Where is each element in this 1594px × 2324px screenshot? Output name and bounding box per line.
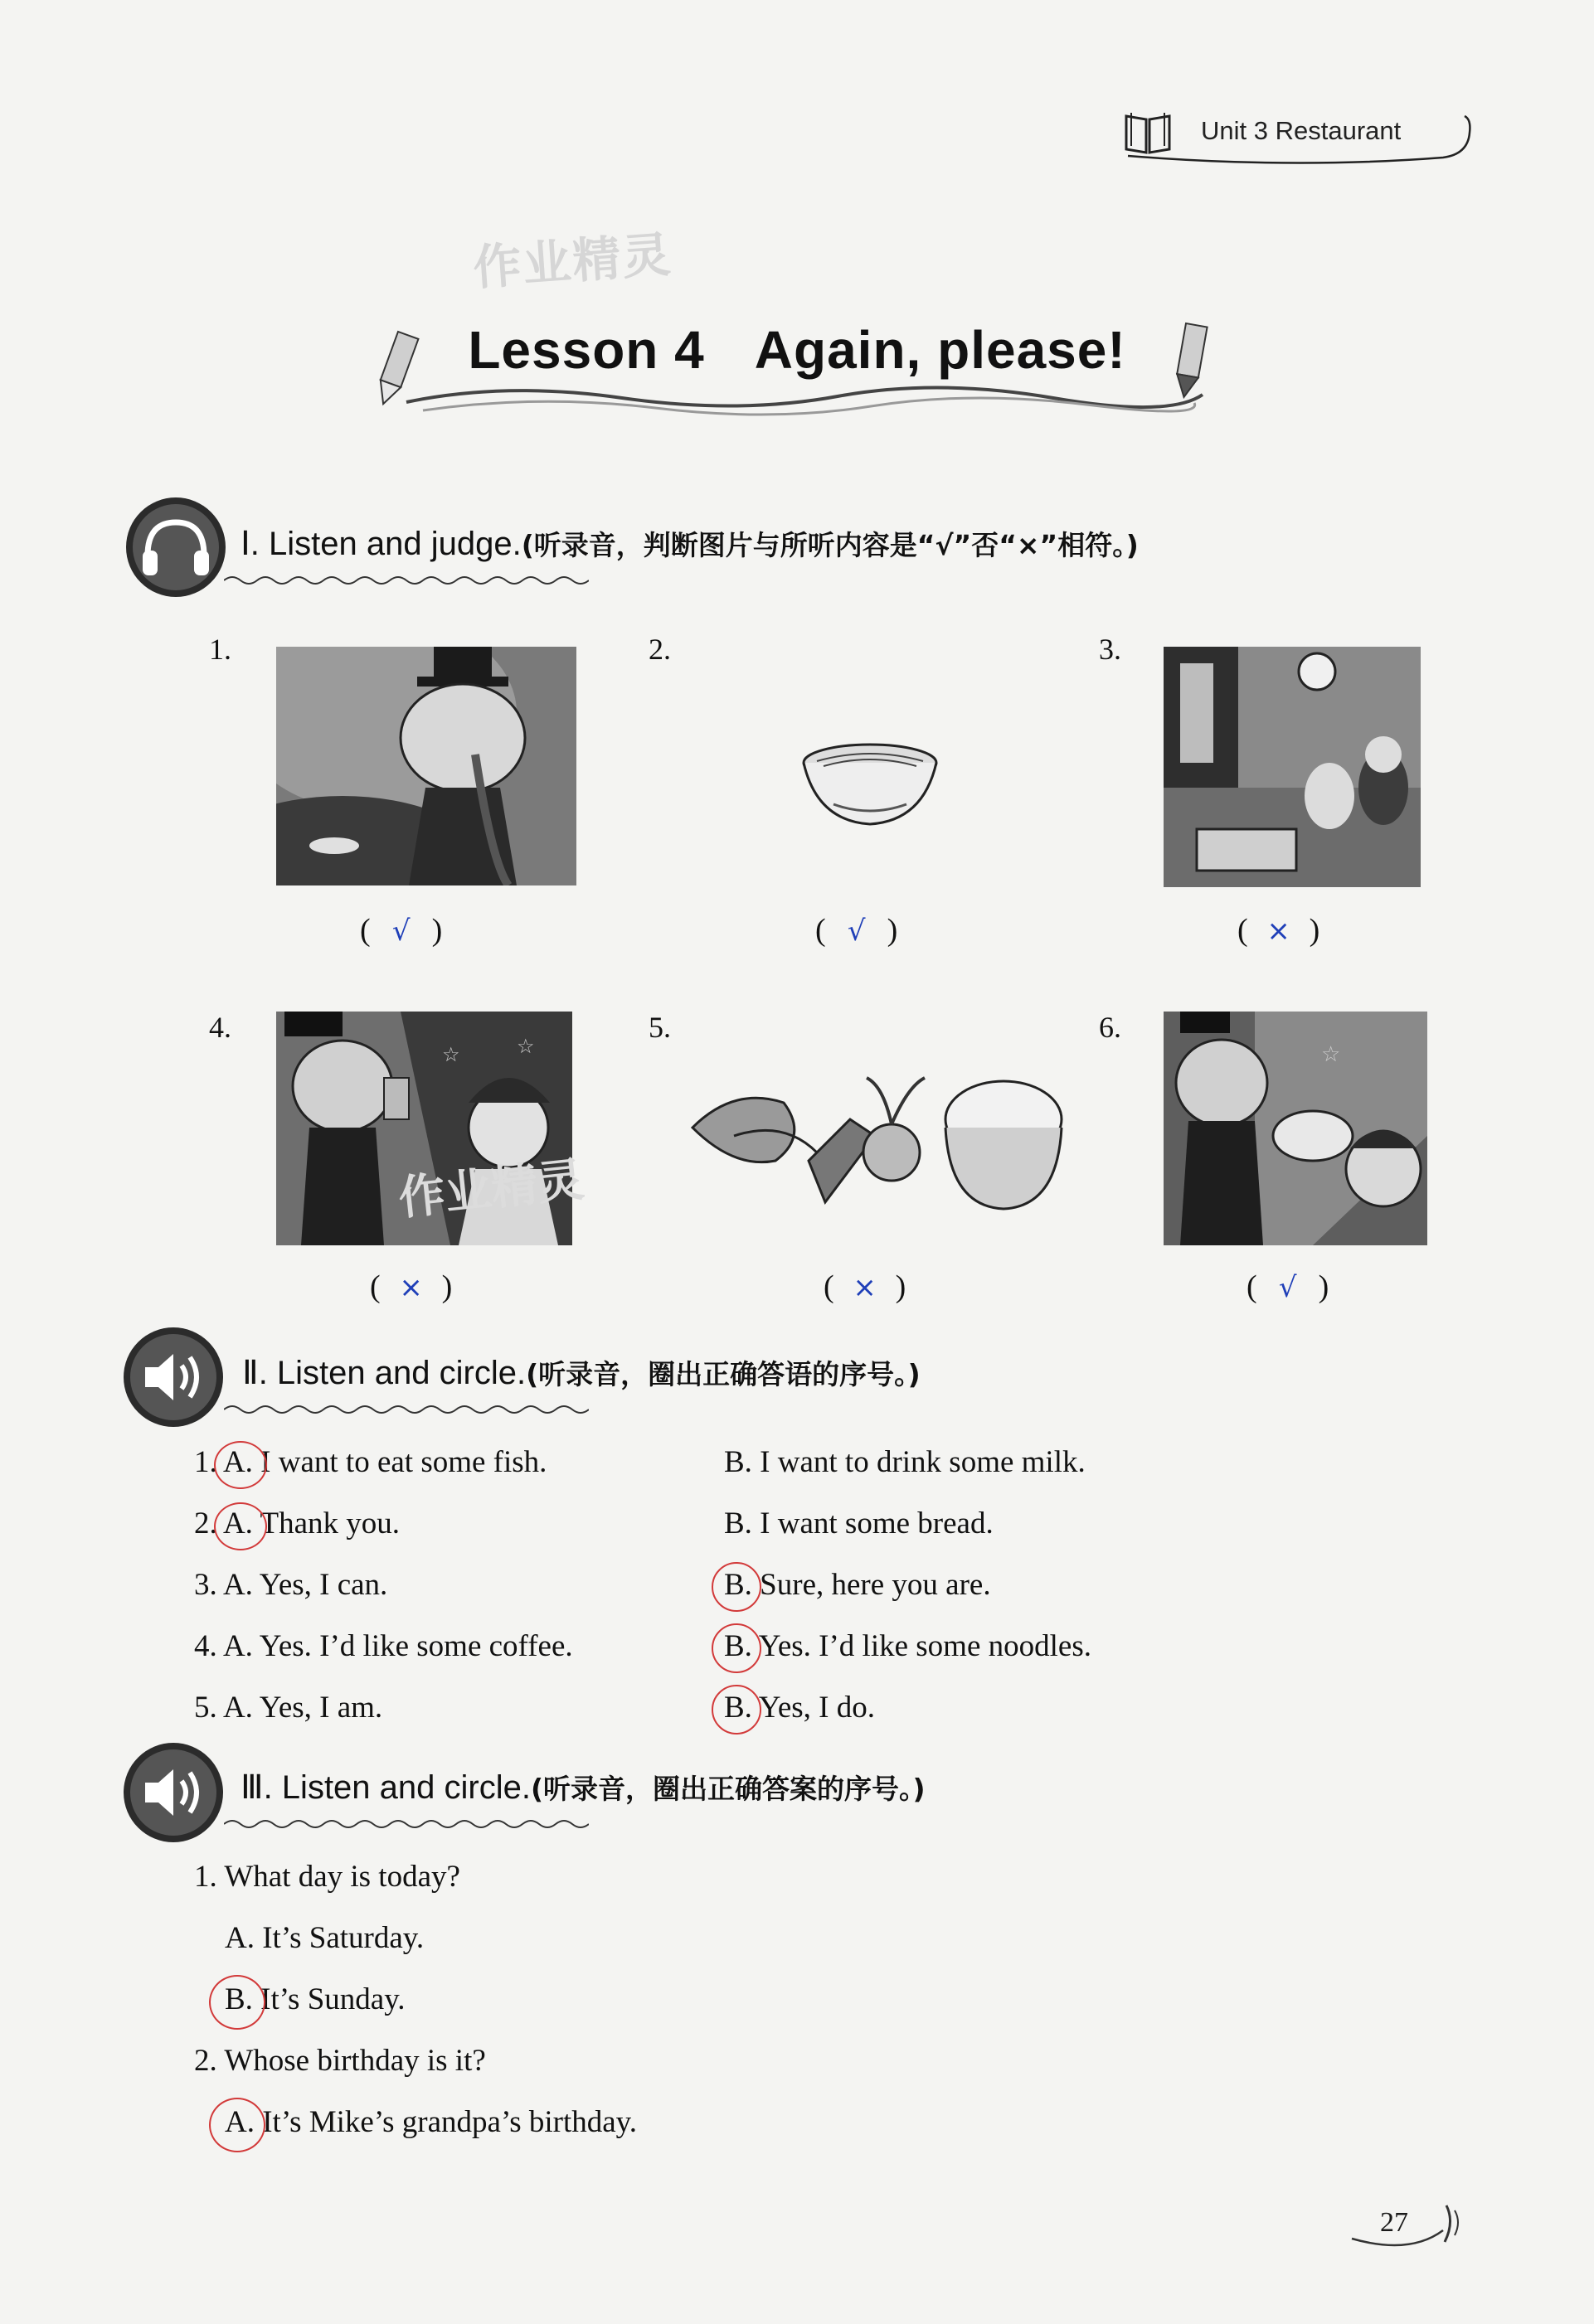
answer-4: ( × ) [370,1269,453,1304]
answer-6-mark: √ [1278,1271,1297,1304]
s2-row1-option-a: 1. A. I want to eat some fish. [194,1445,547,1479]
s3-question-2: 2. Whose birthday is it? [194,2044,486,2078]
s3-question-1: 1. What day is today? [194,1860,460,1894]
answer-3: ( × ) [1237,913,1320,948]
answer-4-mark: × [399,1271,423,1304]
answer-circle [712,1685,761,1735]
section1-title: Ⅰ. Listen and judge. [241,526,522,562]
answer-1-mark: √ [391,915,411,948]
section3-heading [241,1768,926,1807]
answer-circle [214,1441,267,1489]
watermark: 作业精灵 [396,1152,587,1226]
section3-instruction: (听录音，圈出正确答案的序号。) [530,1773,926,1805]
picture-2-noodles [800,738,940,829]
answer-circle [712,1562,761,1612]
answer-5-mark: × [853,1271,877,1304]
lesson-name: Again, please! [754,320,1126,380]
item-number: 1. [209,633,231,666]
page-number: 27 [1380,2207,1408,2238]
picture-3-family-living-room [1164,647,1421,887]
s3-q1-option-b: B. It’s Sunday. [225,1982,406,2016]
answer-circle [214,1502,267,1550]
picture-6-magician-boy [1164,1012,1427,1245]
section2-wavy-underline [224,1401,589,1418]
item-number: 6. [1099,1011,1121,1044]
answer-3-mark: × [1266,915,1290,948]
s2-row4-option-a: 4. A. Yes. I’d like some coffee. [194,1629,573,1663]
speaker-icon [120,1324,226,1430]
section3-title: Ⅲ. Listen and circle. [241,1769,531,1806]
s2-row3-option-b: B. Sure, here you are. [724,1568,991,1602]
s2-row2-option-b: B. I want some bread. [724,1506,994,1540]
watermark: 作业精灵 [471,226,674,297]
svg-text:☆: ☆ [517,1036,535,1058]
answer-1: ( √ ) [360,913,443,948]
s2-row5-option-a: 5. A. Yes, I am. [194,1691,383,1725]
headphones-icon [123,494,229,600]
picture-1-magician [276,647,576,885]
s3-q2-option-a: A. It’s Mike’s grandpa’s birthday. [225,2105,638,2139]
s3-q1-option-a: A. It’s Saturday. [225,1921,425,1955]
section1-instruction: (听录音，判断图片与所听内容是“√”否“×”相符。) [521,529,1139,561]
answer-2: ( √ ) [815,913,898,948]
section3-wavy-underline [224,1816,589,1832]
answer-5: ( × ) [824,1269,906,1304]
s2-row4-option-b: B. Yes. I’d like some noodles. [724,1629,1091,1663]
svg-text:☆: ☆ [442,1045,460,1066]
answer-6: ( √ ) [1247,1269,1329,1304]
answer-circle [209,1975,265,2030]
s2-row1-option-b: B. I want to drink some milk. [724,1445,1086,1479]
page-number-swoosh-icon [1344,2189,1468,2255]
speaker-icon [120,1739,226,1846]
section1-heading [241,524,1139,563]
item-number: 3. [1099,633,1121,666]
section2-title: Ⅱ. Listen and circle. [242,1355,527,1391]
picture-5-vegetables-rice [684,1053,1066,1219]
item-number: 5. [649,1011,671,1044]
section1-wavy-underline [224,572,589,589]
s2-row2-option-a: 2. A. Thank you. [194,1506,401,1540]
answer-circle [712,1623,761,1673]
answer-2-mark: √ [847,915,866,948]
unit-header [1111,108,1476,174]
section2-heading [242,1353,921,1392]
book-icon [1123,108,1173,156]
lesson-number: Lesson 4 [468,320,705,380]
item-number: 2. [649,633,671,666]
lesson-title [0,319,1594,381]
svg-text:☆: ☆ [1321,1042,1341,1066]
answer-circle [209,2098,265,2152]
s2-row5-option-b: B. Yes, I do. [724,1691,875,1725]
s2-row3-option-a: 3. A. Yes, I can. [194,1568,388,1602]
unit-label: Unit 3 Restaurant [1201,116,1402,145]
section2-instruction: (听录音，圈出正确答语的序号。) [526,1358,921,1390]
item-number: 4. [209,1011,231,1044]
